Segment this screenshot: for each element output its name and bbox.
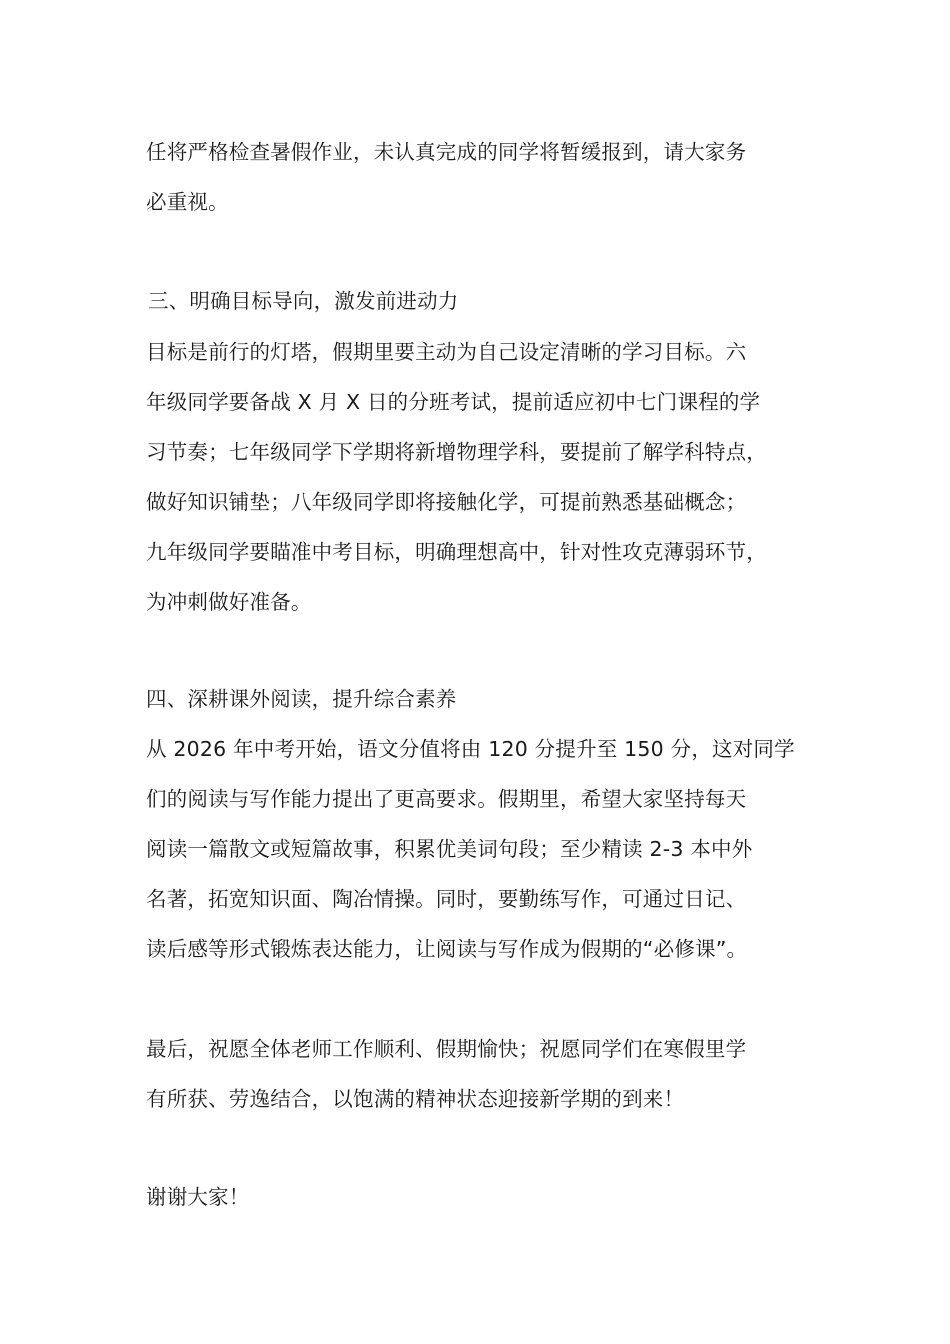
paragraph-line: 为冲刺做好准备。 xyxy=(146,590,312,614)
section-heading-3: 三、明确目标导向，激发前进动力 xyxy=(148,289,459,313)
paragraph-line: 必重视。 xyxy=(146,190,229,214)
paragraph-line: 习节奏；七年级同学下学期将新增物理学科，要提前了解学科特点， xyxy=(146,440,767,464)
paragraph-line: 从 2026 年中考开始，语文分值将由 120 分提升至 150 分，这对同学 xyxy=(146,737,795,761)
paragraph-line: 读后感等形式锻炼表达能力，让阅读与写作成为假期的“必修课”。 xyxy=(146,937,748,961)
thanks-text: 谢谢大家！ xyxy=(146,1185,250,1209)
paragraph-line: 年级同学要备战 X 月 X 日的分班考试，提前适应初中七门课程的学 xyxy=(146,390,761,414)
paragraph-line: 名著，拓宽知识面、陶冶情操。同时，要勤练写作，可通过日记、 xyxy=(146,887,747,911)
paragraph-line: 们的阅读与写作能力提出了更高要求。假期里，希望大家坚持每天 xyxy=(146,787,747,811)
paragraph-line: 做好知识铺垫；八年级同学即将接触化学，可提前熟悉基础概念； xyxy=(146,490,747,514)
paragraph-line: 目标是前行的灯塔，假期里要主动为自己设定清晰的学习目标。六 xyxy=(146,340,747,364)
paragraph-line: 九年级同学要瞄准中考目标，明确理想高中，针对性攻克薄弱环节， xyxy=(146,540,767,564)
paragraph-line: 阅读一篇散文或短篇故事，积累优美词句段；至少精读 2-3 本中外 xyxy=(146,837,753,861)
section-heading-4: 四、深耕课外阅读，提升综合素养 xyxy=(146,687,457,711)
paragraph-line: 任将严格检查暑假作业，未认真完成的同学将暂缓报到，请大家务 xyxy=(146,140,747,164)
closing-line: 最后，祝愿全体老师工作顺利、假期愉快；祝愿同学们在寒假里学 xyxy=(146,1037,747,1061)
closing-line: 有所获、劳逸结合，以饱满的精神状态迎接新学期的到来！ xyxy=(146,1087,685,1111)
